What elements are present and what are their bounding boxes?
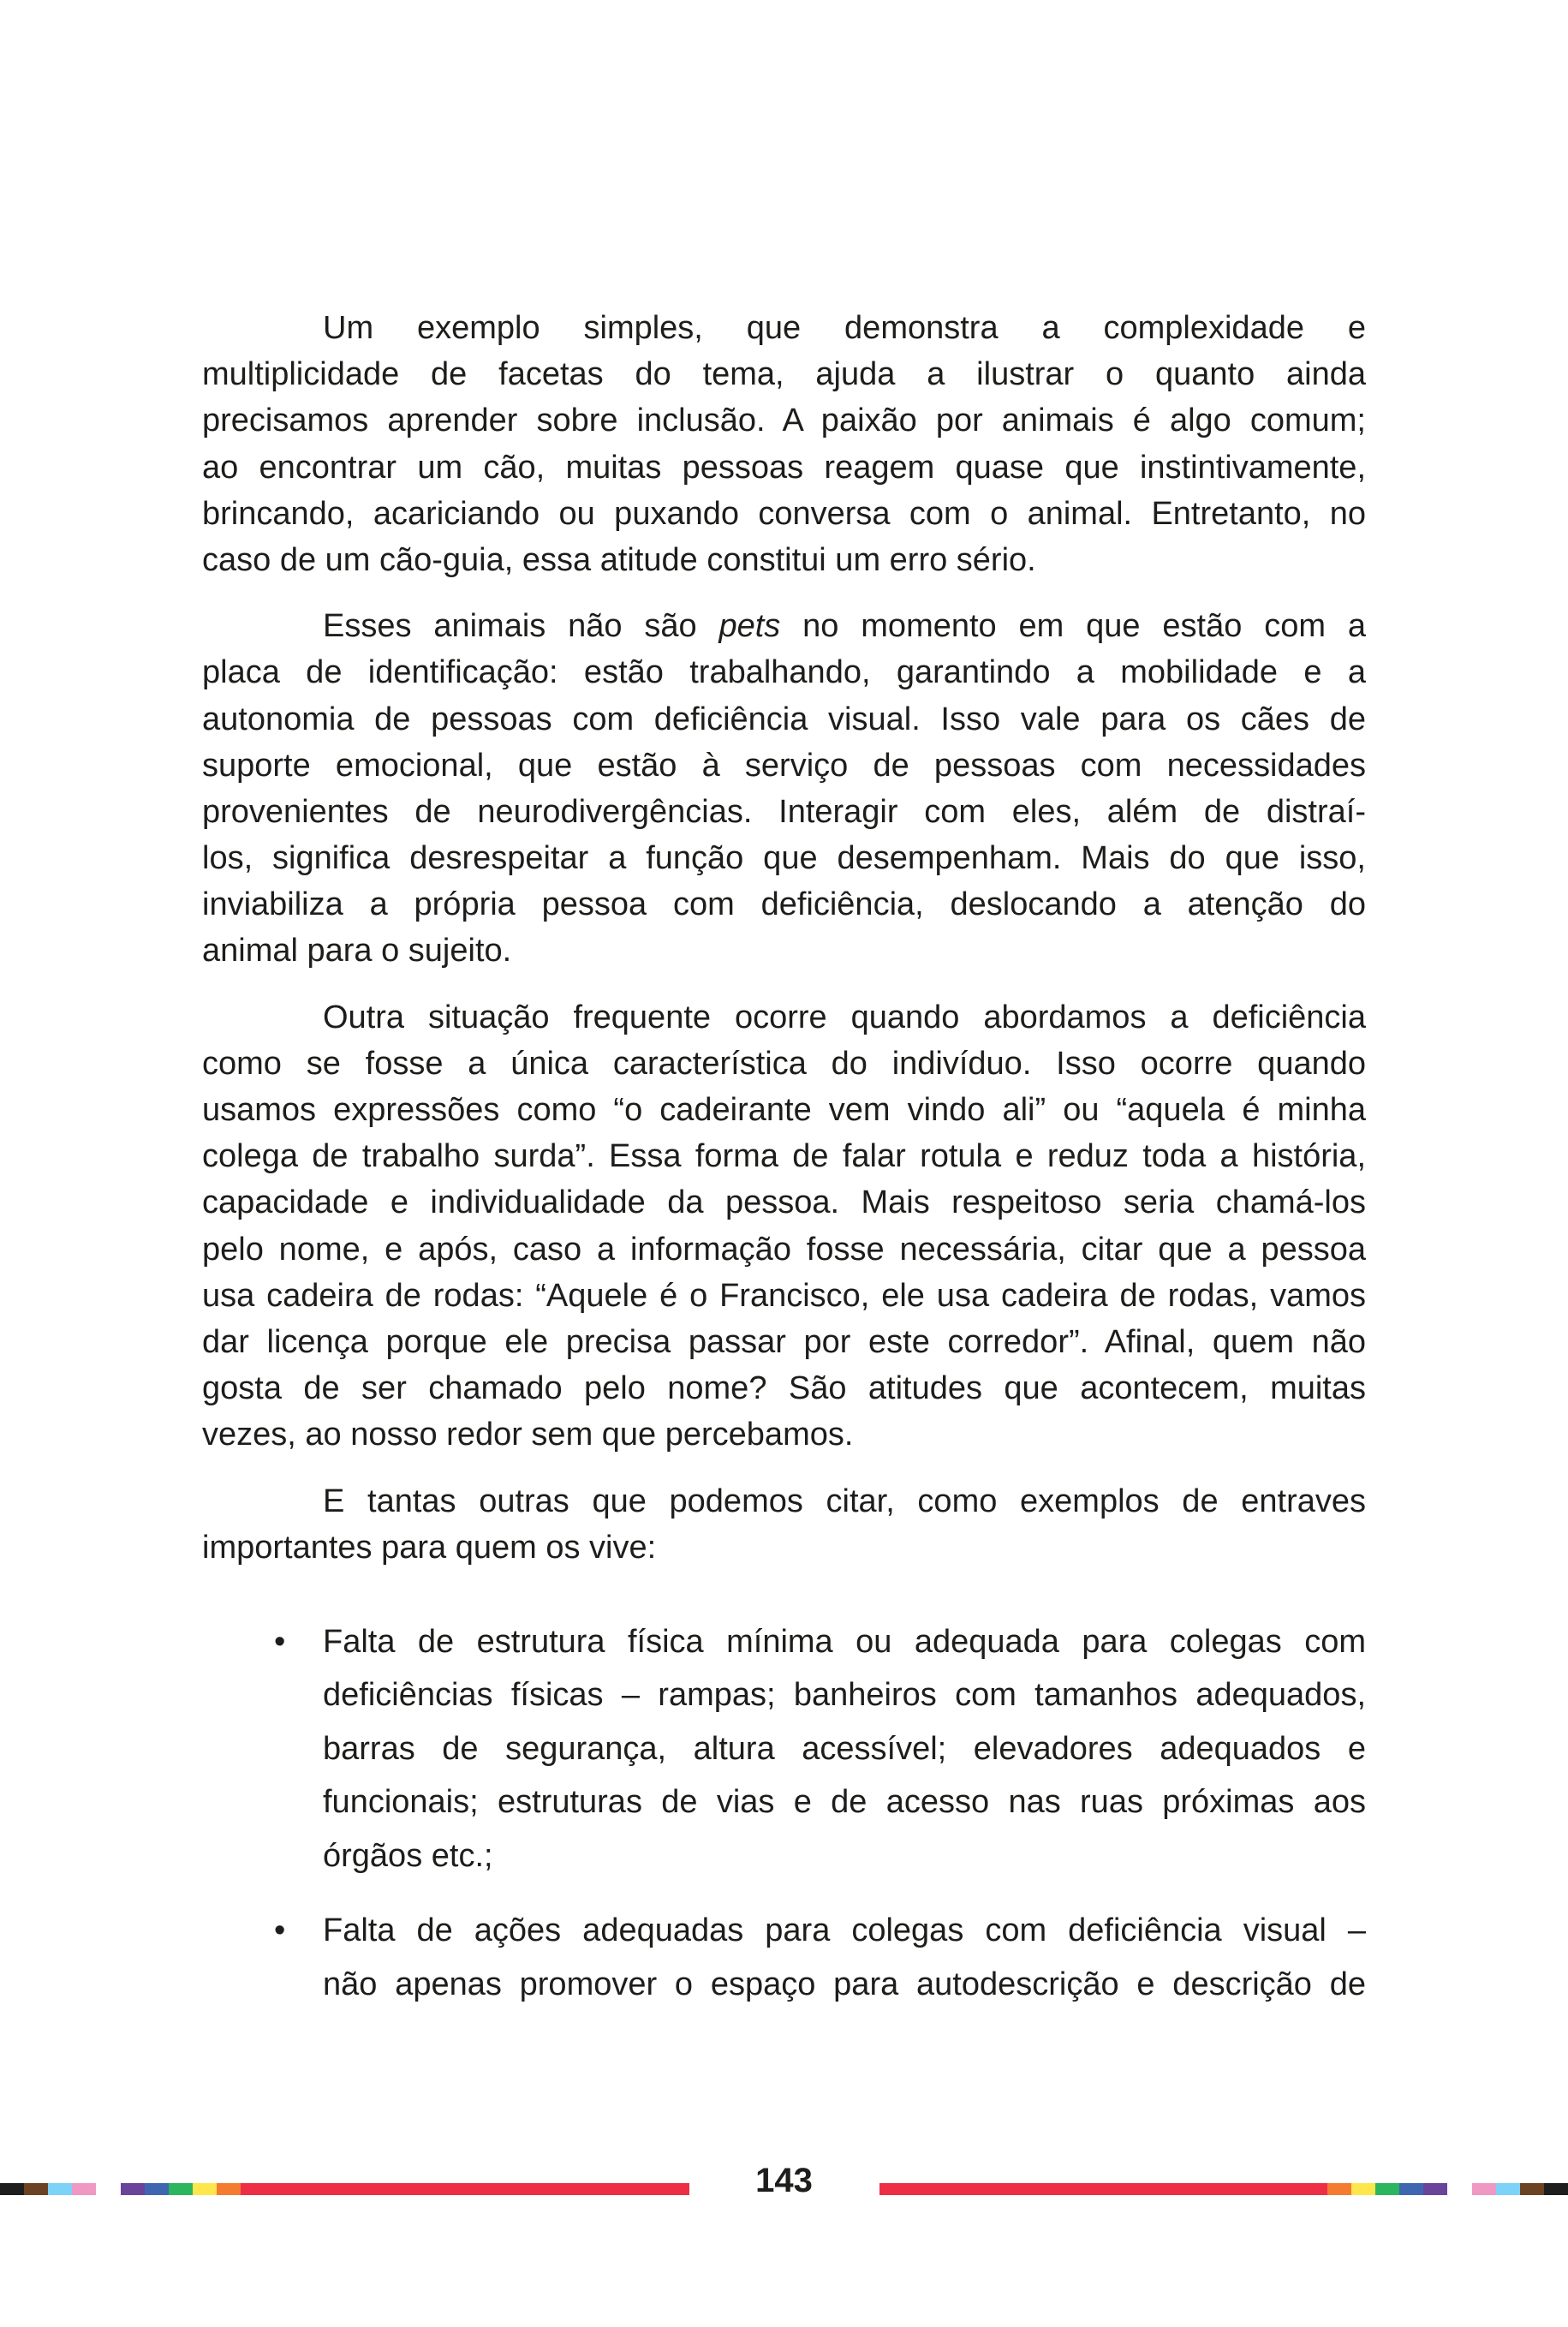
text-line: animal para o sujeito. [202, 933, 512, 970]
text-line: deficiências físicas – rampas; banheiros com tamanhos adequados, [323, 1677, 1366, 1714]
text-line: Falta de estrutura física mínima ou adequada para colegas com [323, 1623, 1366, 1660]
bullet-list [202, 1615, 1366, 2012]
text-line: colega de trabalho surda”. Essa forma de falar rotula e reduz toda a história, [202, 1138, 1366, 1175]
italic-term: pets [718, 608, 781, 645]
text-line: ao encontrar um cão, muitas pessoas reagem quase que instintivamente, [202, 449, 1366, 486]
text-line: pelo nome, e após, caso a informação fosse necessária, citar que a pessoa [202, 1231, 1366, 1268]
text-line: dar licença porque ele precisa passar por este corredor”. Afinal, quem não [202, 1323, 1366, 1360]
text-line: precisamos aprender sobre inclusão. A paixão por animais é algo comum; [202, 403, 1366, 439]
text-line: vezes, ao nosso redor sem que percebamos. [202, 1417, 854, 1453]
paragraph [202, 305, 1366, 583]
text-line: los, significa desrespeitar a função que desempenham. Mais do que isso, [202, 840, 1366, 877]
text-line: Um exemplo simples, que demonstra a complexidade e [323, 310, 1366, 346]
text-line: multiplicidade de facetas do tema, ajuda a ilustrar o quanto ainda [202, 356, 1366, 393]
text-line: autonomia de pessoas com deficiência visual. Isso vale para os cães de [202, 701, 1366, 737]
text-line: caso de um cão-guia, essa atitude constitui um erro sério. [202, 541, 1036, 578]
text-line: brincando, acariciando ou puxando conversa com o animal. Entretanto, no [202, 495, 1366, 532]
paragraph [202, 603, 1366, 975]
text-line: funcionais; estruturas de vias e de acesso nas ruas próximas aos [323, 1784, 1366, 1821]
text-line: usa cadeira de rodas: “Aquele é o Francisco, ele usa cadeira de rodas, vamos [202, 1277, 1366, 1314]
text-line: importantes para quem os vive: [202, 1529, 657, 1566]
text-line: usamos expressões como “o cadeirante vem vindo ali” ou “aquela é minha [202, 1092, 1366, 1128]
text-line: provenientes de neurodivergências. Interagir com eles, além de distraí- [202, 793, 1366, 830]
text-line: suporte emocional, que estão à serviço de pessoas com necessidades [202, 747, 1366, 784]
text-line: Falta de ações adequadas para colegas com deficiência visual – [323, 1912, 1366, 1949]
text-line: não apenas promover o espaço para autodescrição e descrição de [323, 1966, 1366, 2002]
paragraph [202, 1478, 1366, 1571]
text-line: E tantas outras que podemos citar, como exemplos de entraves [323, 1483, 1366, 1519]
list-item [202, 1615, 1366, 1883]
text-line: placa de identificação: estão trabalhando, garantindo a mobilidade e a [202, 654, 1366, 691]
text-line: inviabiliza a própria pessoa com deficiência, deslocando a atenção do [202, 886, 1366, 923]
text-line: gosta de ser chamado pelo nome? São atitudes que acontecem, muitas [202, 1370, 1366, 1407]
paragraph [202, 994, 1366, 1459]
text-line: Esses animais não são pets no momento em que estão com a [323, 608, 1366, 645]
bullet-icon: • [274, 1623, 286, 1660]
text-line: como se fosse a única característica do indivíduo. Isso ocorre quando [202, 1045, 1366, 1082]
bullet-icon: • [274, 1912, 286, 1949]
text-line: órgãos etc.; [323, 1837, 493, 1874]
text-line: capacidade e individualidade da pessoa. Mais respeitoso seria chamá-los [202, 1184, 1366, 1221]
list-item [202, 1904, 1366, 2011]
text-line: barras de segurança, altura acessível; elevadores adequados e [323, 1730, 1366, 1767]
body-text [202, 305, 1366, 2032]
text-line: Outra situação frequente ocorre quando abordamos a deficiência [323, 999, 1366, 1035]
page-number: 143 [755, 2162, 813, 2199]
